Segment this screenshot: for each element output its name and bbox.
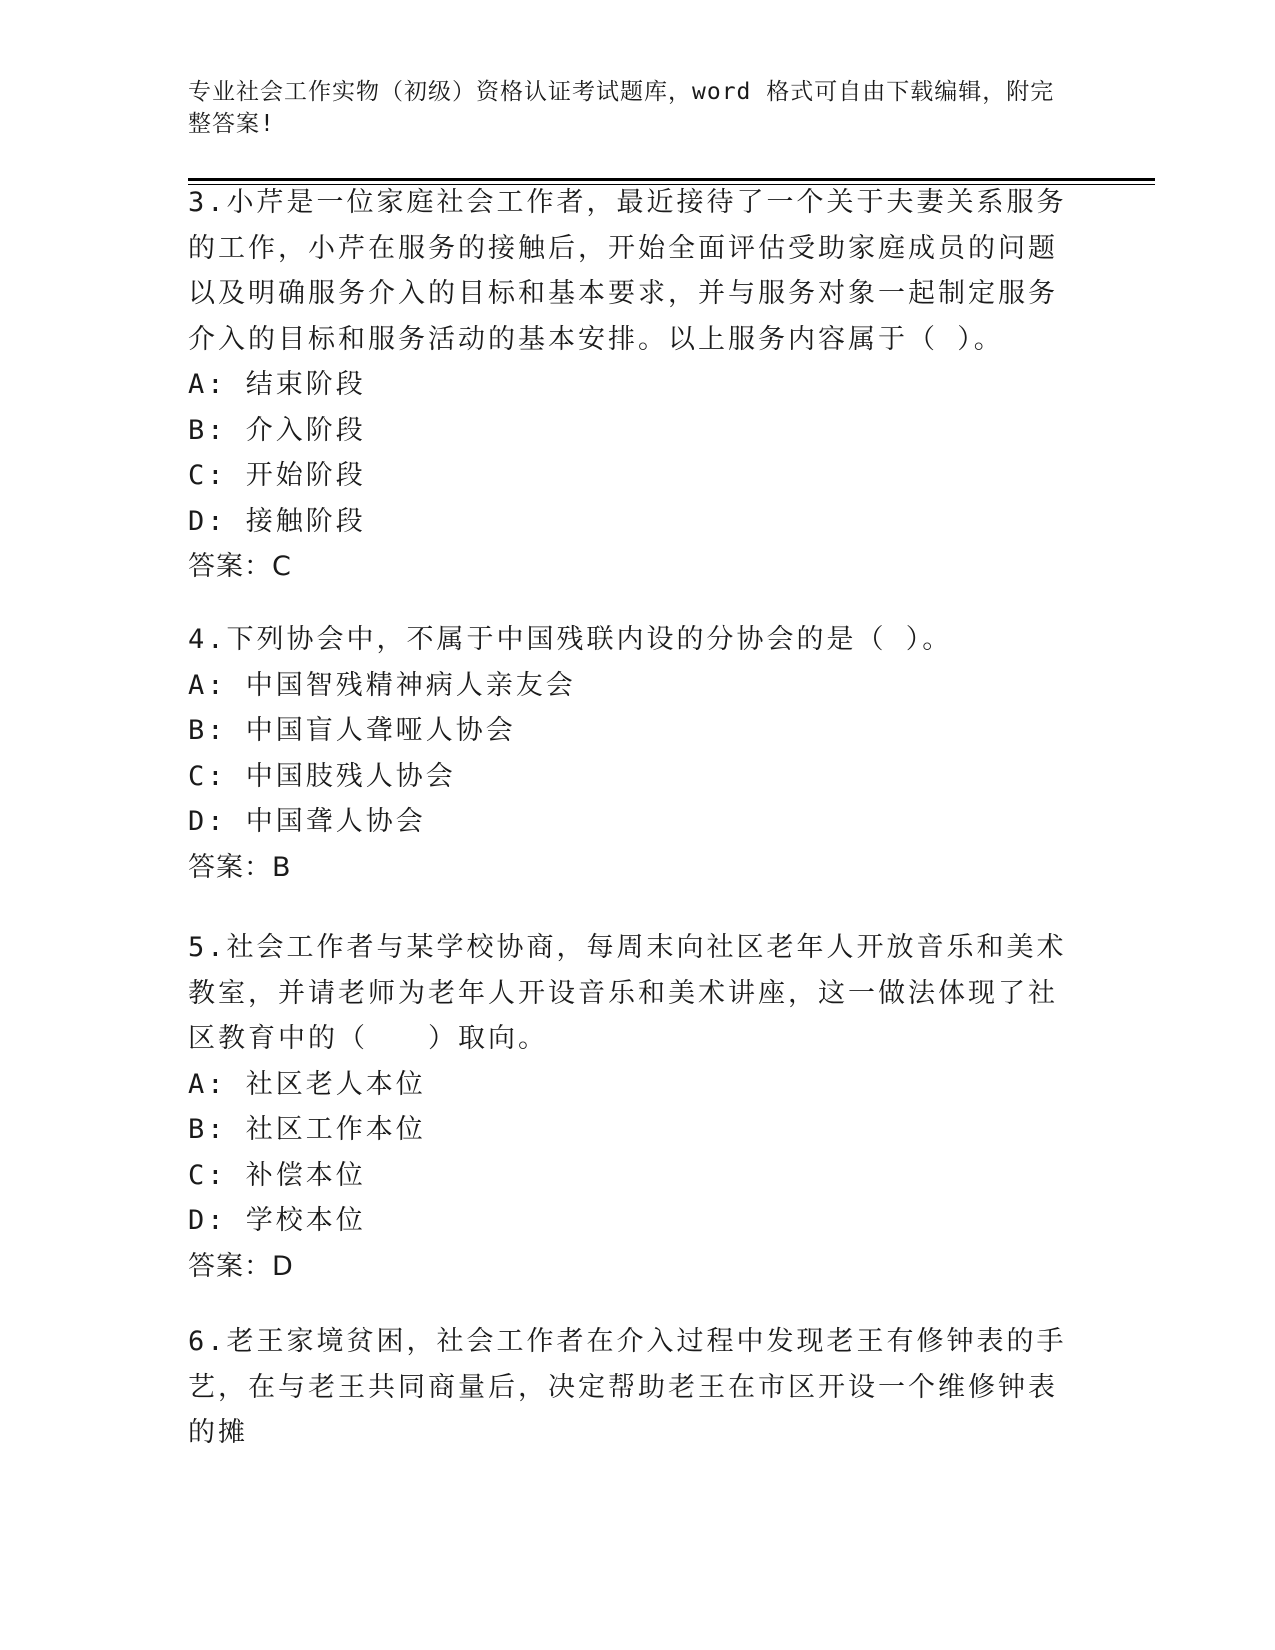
option-a: A: 社区老人本位 bbox=[188, 1068, 426, 1100]
answer: 答案：C bbox=[188, 551, 292, 582]
question-6 bbox=[188, 1319, 1068, 1456]
question-stem: 5.社会工作者与某学校协商，每周末向社区老年人开放音乐和美术教室，并请老师为老年人开设音乐和美术讲座，这一做法体现了社区教育中的（ ）取向。 bbox=[188, 932, 1067, 1054]
option-a: A: 中国智残精神病人亲友会 bbox=[188, 669, 576, 701]
option-d: D: 接触阶段 bbox=[188, 505, 366, 537]
option-b: B: 介入阶段 bbox=[188, 414, 366, 446]
option-b: B: 社区工作本位 bbox=[188, 1114, 426, 1145]
question-3 bbox=[188, 180, 1068, 590]
option-c: C: 开始阶段 bbox=[188, 460, 366, 491]
document-header: 专业社会工作实物（初级）资格认证考试题库，word 格式可自由下载编辑，附完整答案! bbox=[188, 79, 1055, 137]
option-d: D: 中国聋人协会 bbox=[188, 806, 426, 837]
question-stem: 3.小芹是一位家庭社会工作者，最近接待了一个关于夫妻关系服务的工作，小芹在服务的接触后，开始全面评估受助家庭成员的问题以及明确服务介入的目标和基本要求，并与服务对象一起制定服务介入的目标和服务活动的基本安排。以上服务内容属于（ ）。 bbox=[188, 187, 1067, 355]
question-5 bbox=[188, 925, 1068, 1289]
question-stem: 6.老王家境贫困，社会工作者在介入过程中发现老王有修钟表的手艺，在与老王共同商量后，决定帮助老王在市区开设一个维修钟表的摊 bbox=[188, 1326, 1067, 1448]
option-c: C: 中国肢残人协会 bbox=[188, 760, 456, 792]
answer: 答案：B bbox=[188, 851, 292, 883]
option-d: D: 学校本位 bbox=[188, 1205, 366, 1236]
option-b: B: 中国盲人聋哑人协会 bbox=[188, 715, 516, 746]
question-4 bbox=[188, 617, 1068, 890]
option-c: C: 补偿本位 bbox=[188, 1159, 366, 1191]
option-a: A: 结束阶段 bbox=[188, 369, 366, 400]
question-stem: 4.下列协会中，不属于中国残联内设的分协会的是（ ）。 bbox=[188, 624, 953, 655]
answer: 答案：D bbox=[188, 1250, 294, 1282]
